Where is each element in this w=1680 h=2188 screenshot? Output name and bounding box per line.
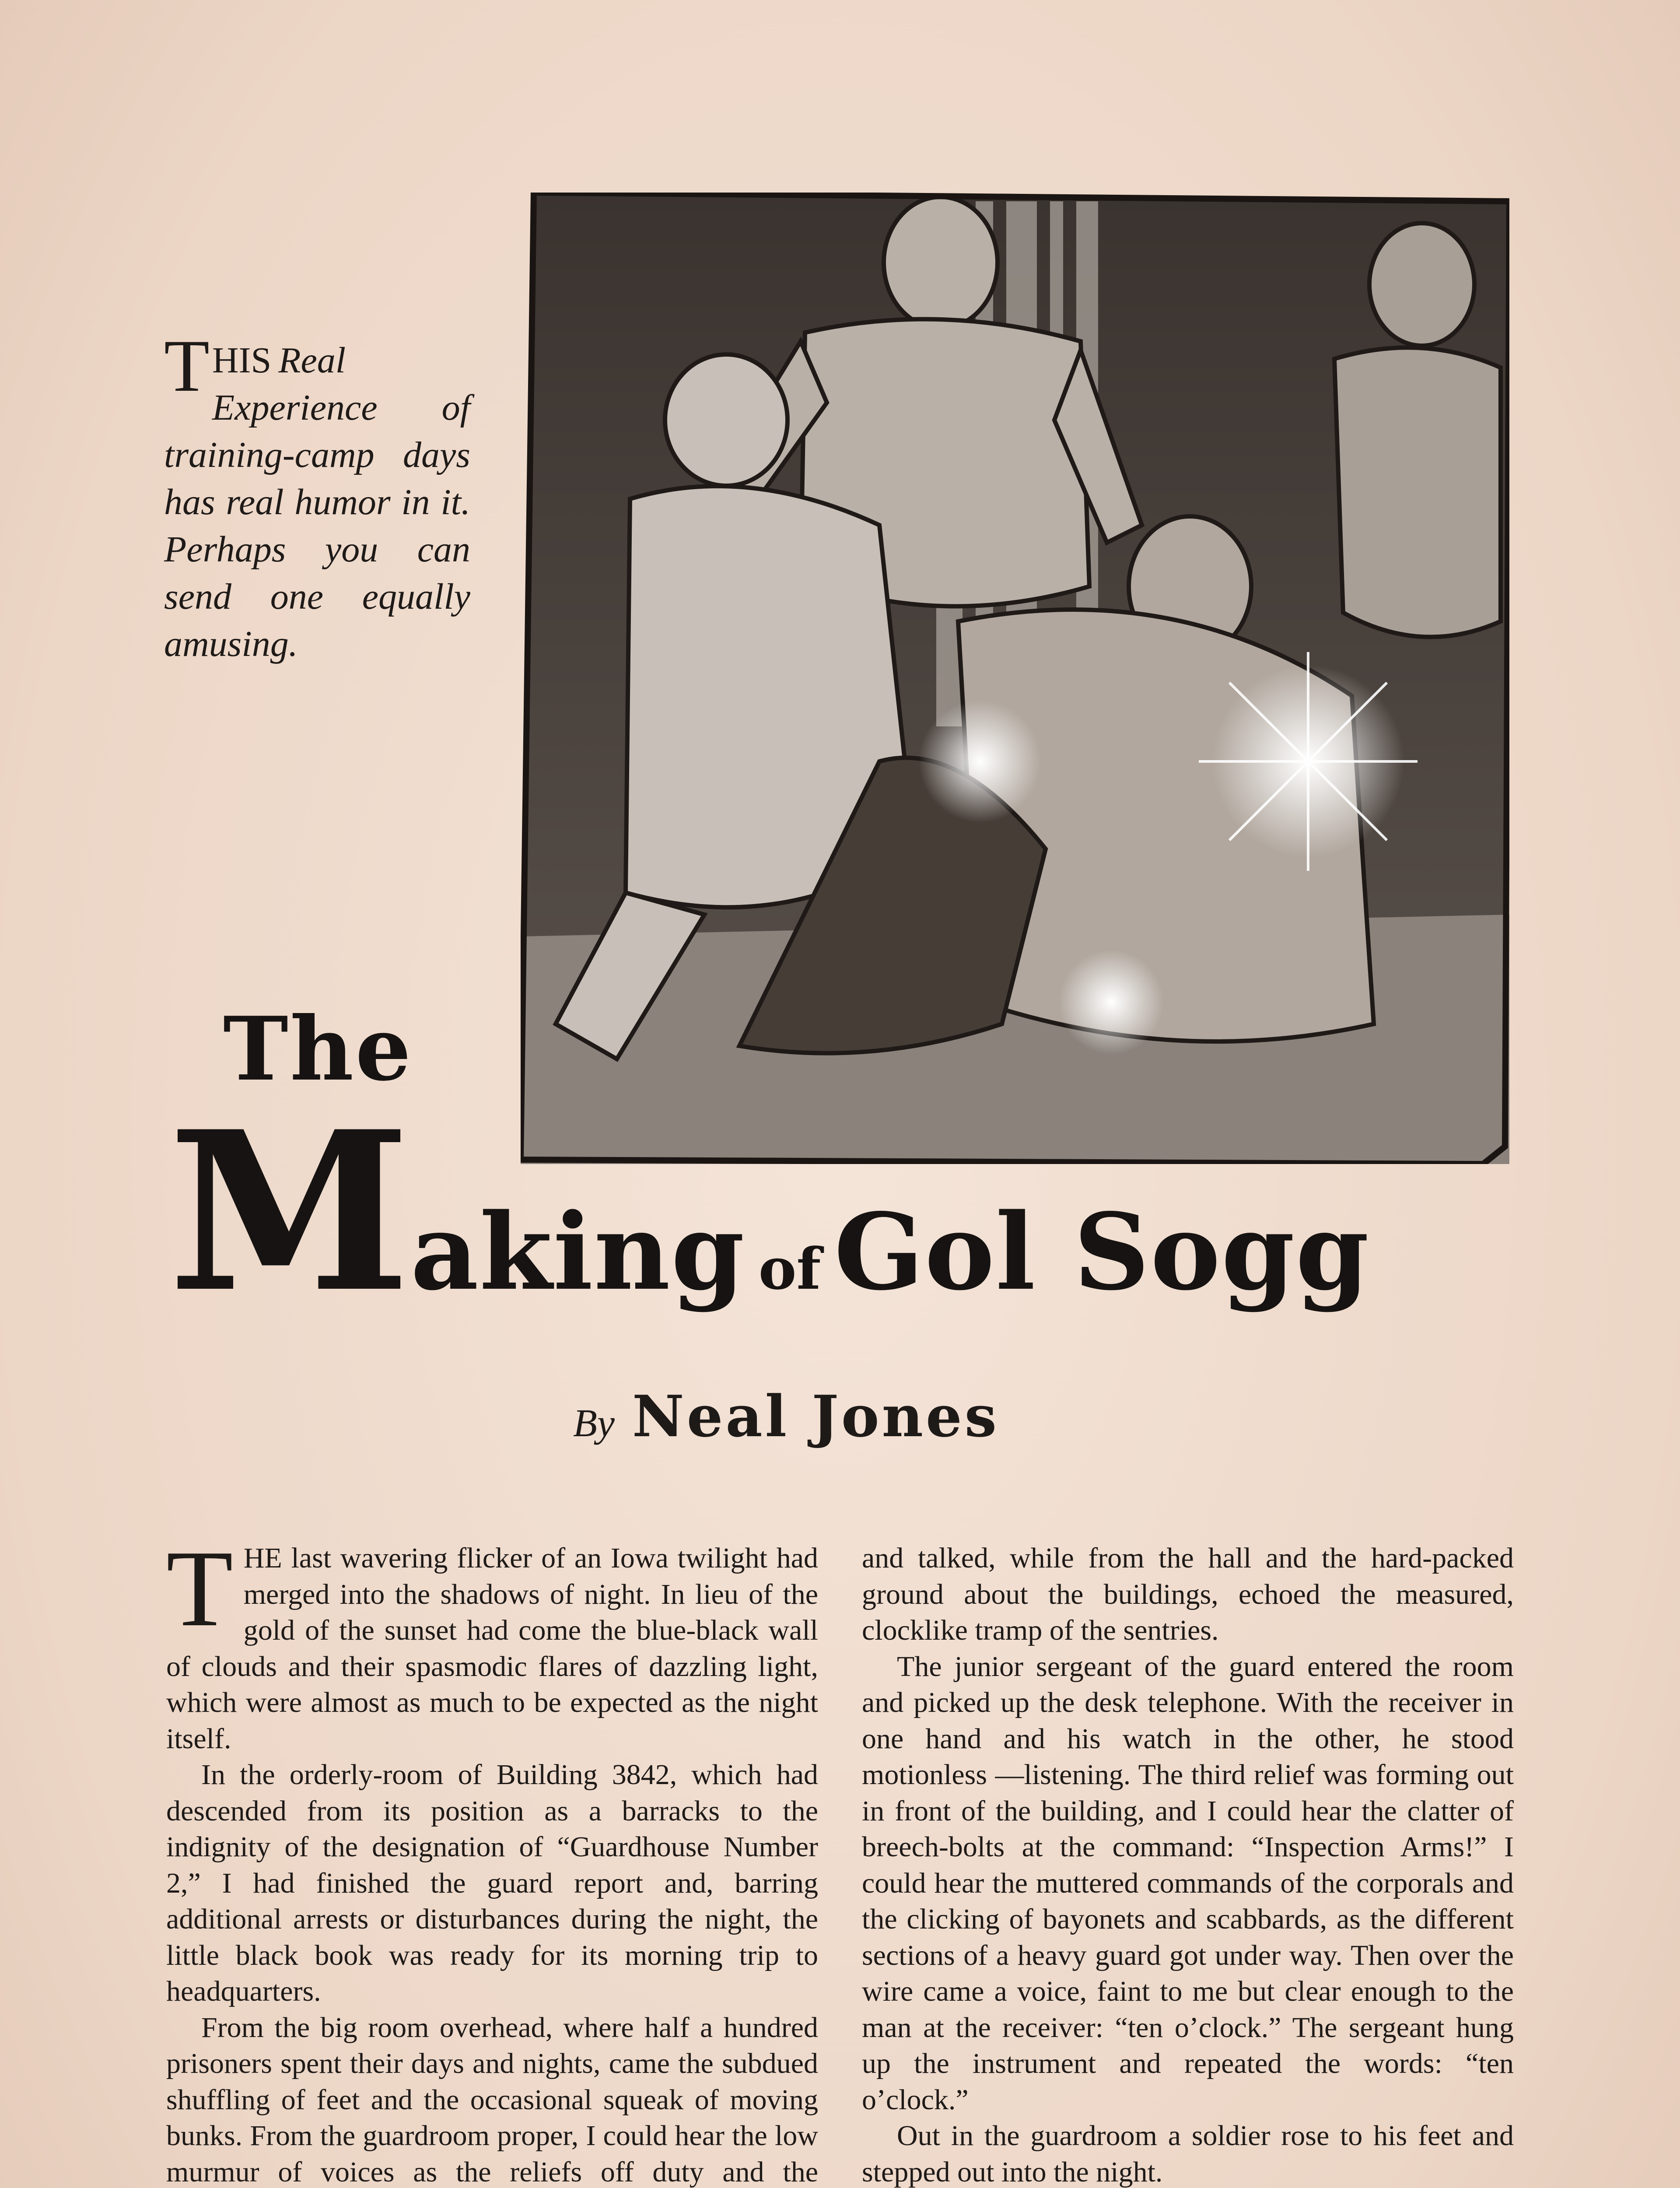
byline-by: By <box>573 1402 615 1445</box>
title-making: aking <box>410 1190 746 1314</box>
title-the: The <box>223 998 413 1101</box>
illustration-drawing <box>521 193 1509 1164</box>
body-smallcaps: HE <box>243 1542 282 1574</box>
intro-text: Real Experience of training-camp days has real humor in it. Perhaps you can send one equally amusing. <box>164 340 470 664</box>
paragraph: In the orderly-room of Building 3842, which had descended from its position as a barracks to the indignity of the designation of “Guardhouse Number 2,” I had finished the guard report and, barring additional arrests or disturbances during the night, the little black book was ready for its morning trip to headquarters. <box>166 1759 818 2007</box>
paragraph-text: last wavering flicker of an Iowa twilight had merged into the shadows of night. In lieu of the gold of the sunset had come the blue-black wall of clouds and their spasmodic flares of dazzling light, which were almost as much to be expected as the night itself. <box>166 1542 818 1755</box>
byline-author: Neal Jones <box>632 1383 999 1450</box>
intro-dropcap: T <box>164 325 210 407</box>
body-column-left <box>166 1528 818 2188</box>
paragraph: The junior sergeant of the guard entered the room and picked up the desk telephone. With the receiver in one hand and his watch in the other, he stood motionless —listening. The third relief was forming out in front of the building, and I could hear the clatter of breech-bolts at the command: “Inspection Arms!” I could hear the muttered commands of the corporals and the clicking of bayonets and scabbards, as the different sections of a heavy guard got under way. Then over the wire came a voice, faint to me but clear enough to the man at the receiver: “ten o’clock.” The sergeant hung up the instrument and repeated the words: “ten o’clock.” <box>862 1650 1514 2116</box>
story-illustration <box>521 193 1509 1164</box>
byline <box>573 1383 999 1450</box>
intro-smallcaps: HIS <box>212 340 272 381</box>
title-of: of <box>758 1235 821 1302</box>
title-initial-m: M <box>168 1083 411 1340</box>
intro-blurb <box>164 325 470 668</box>
paragraph: From the big room overhead, where half a hundred prisoners spent their days and nights, came the subdued shuffling of feet and the occasional squeak of moving bunks. From the guardroom proper, I could hear the low murmur of voices as the reliefs off duty and the <box>166 2011 818 2188</box>
paragraph: Out in the guardroom a soldier rose to his feet and stepped out into the night. <box>862 2120 1514 2188</box>
body-dropcap: T <box>166 1528 233 1649</box>
body-column-right <box>862 1540 1514 2188</box>
title-gol-sogg: Gol Sogg <box>834 1190 1370 1314</box>
paragraph: and talked, while from the hall and the hard-packed ground about the buildings, echoed the measured, clocklike tramp of the sentries. <box>862 1542 1514 1646</box>
story-title <box>168 1083 1525 1340</box>
paragraph <box>166 1528 818 1757</box>
